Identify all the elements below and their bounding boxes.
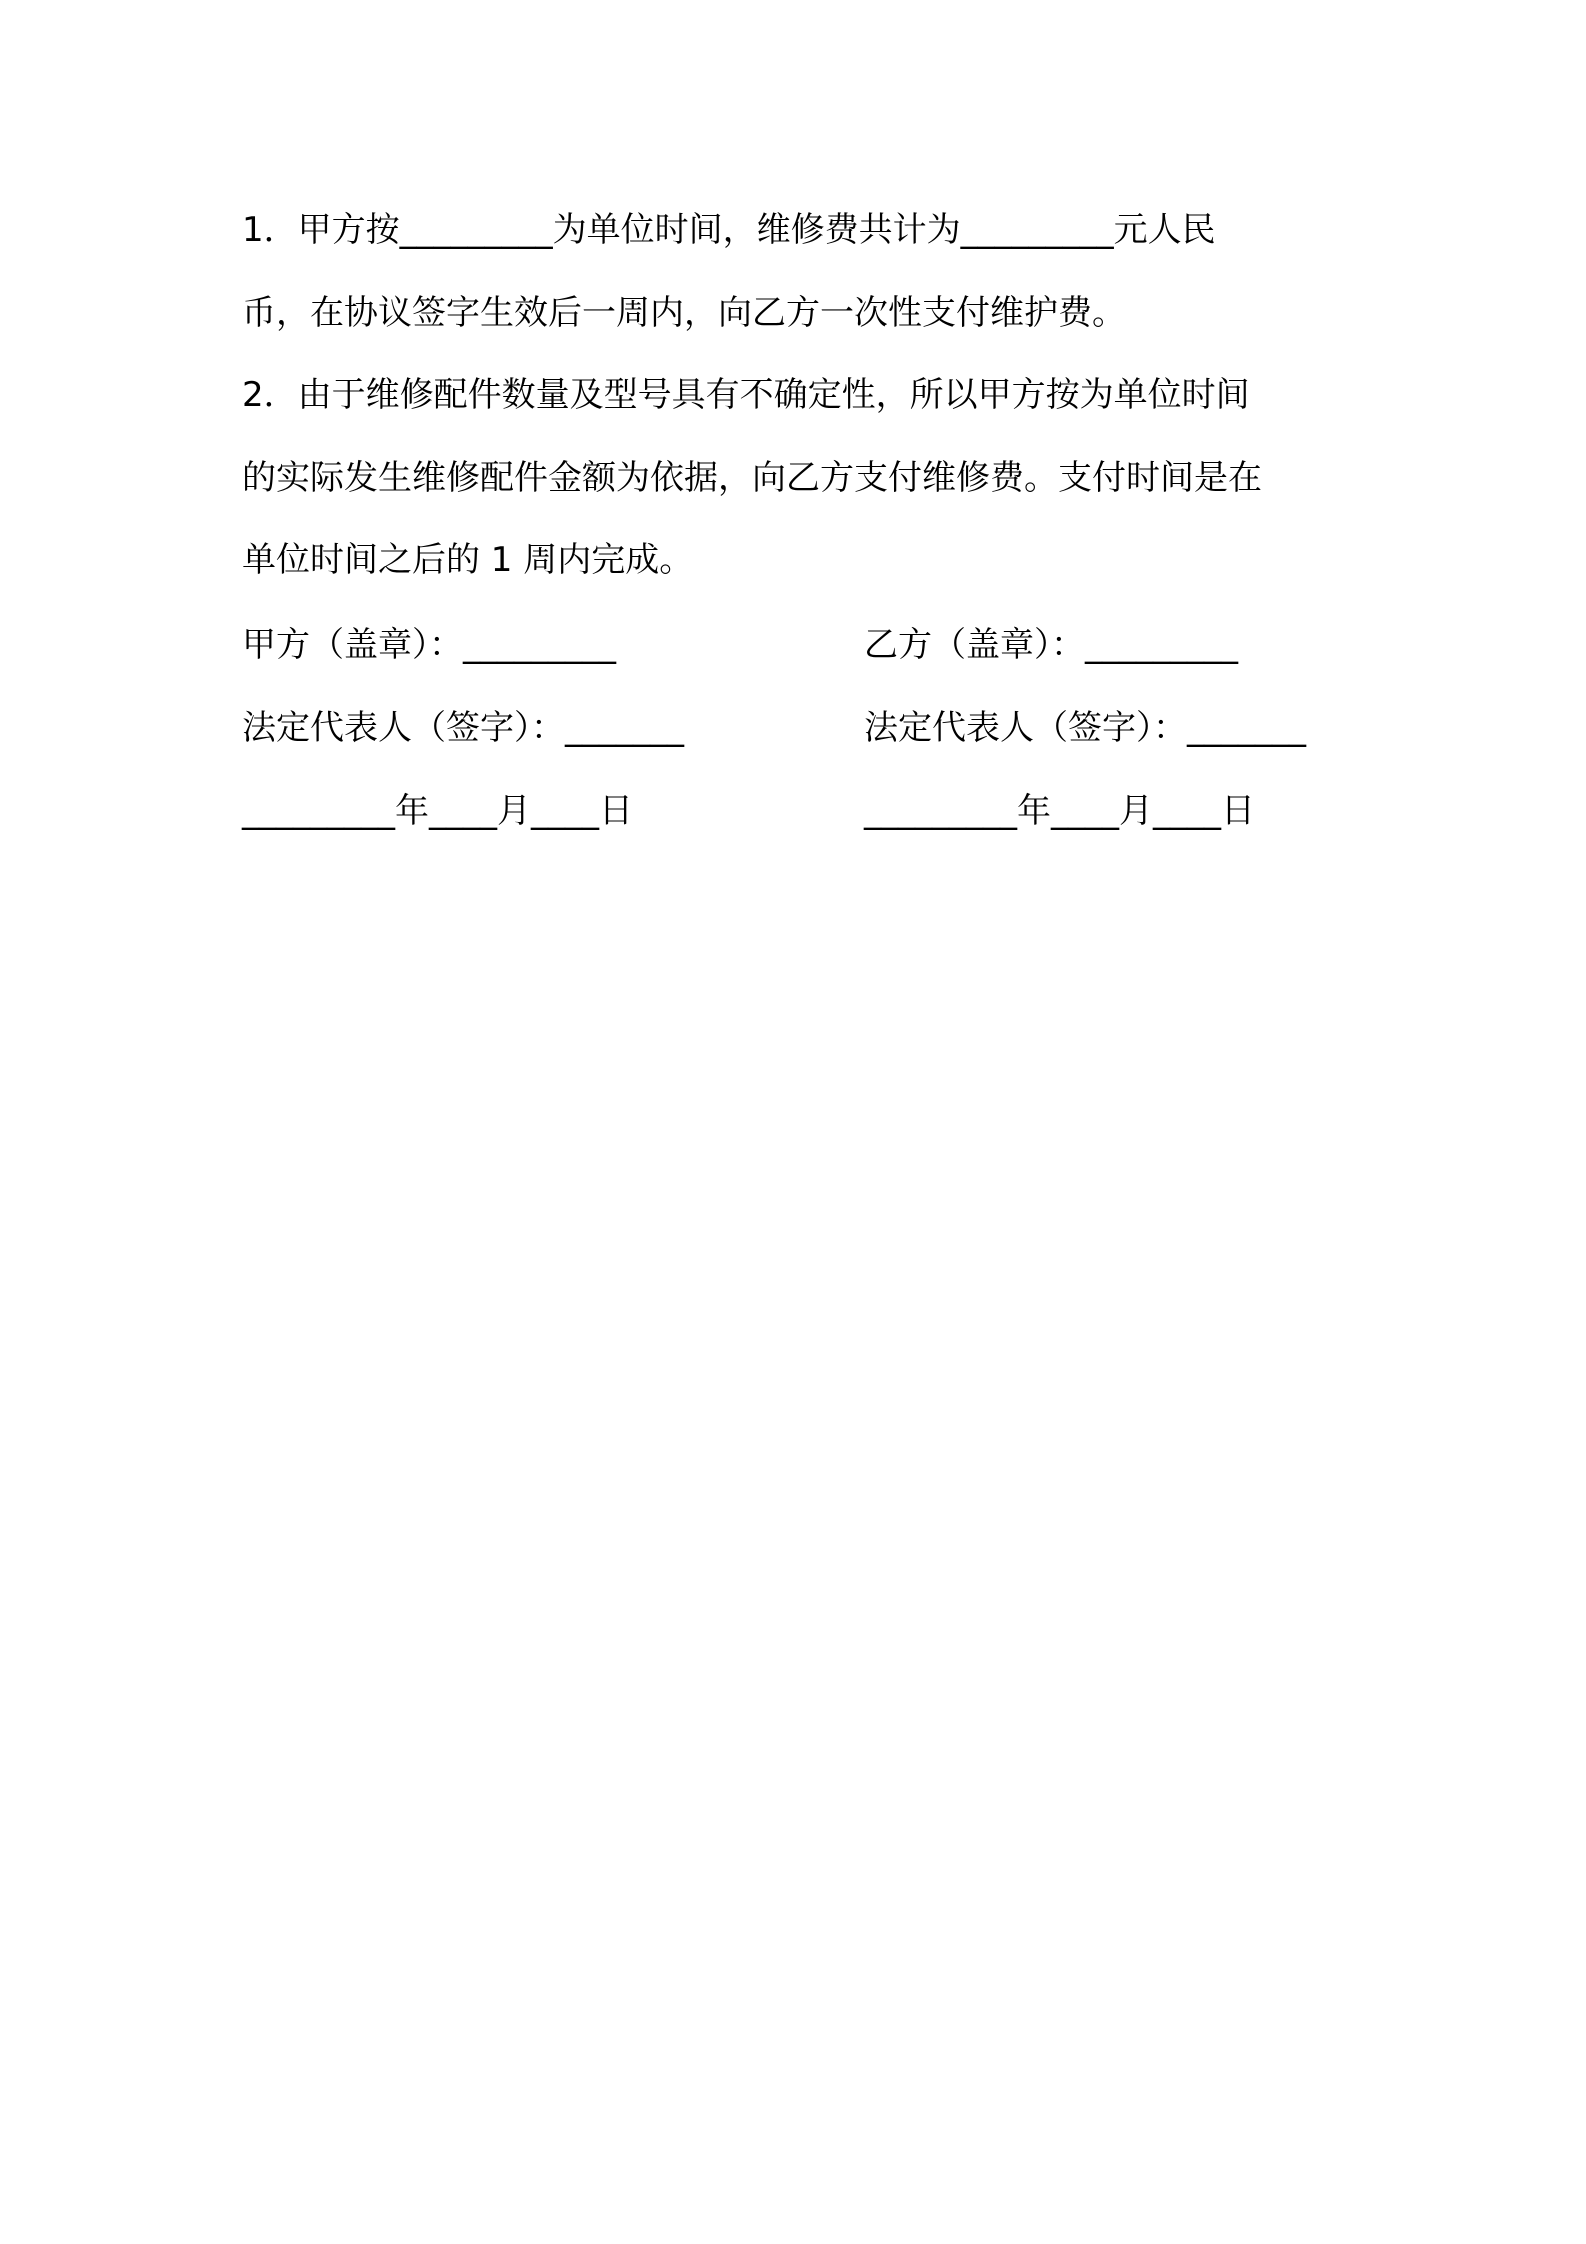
clause-1-line-2: 币，在协议签字生效后一周内，向乙方一次性支付维护费。: [242, 293, 1126, 333]
party-a-date: _________年____月____日: [242, 791, 633, 831]
clause-2-line-1: 2．由于维修配件数量及型号具有不确定性，所以甲方按为单位时间: [242, 375, 1250, 415]
party-a-seal: 甲方（盖章）：_________: [242, 625, 616, 665]
party-b-seal: 乙方（盖章）：_________: [864, 625, 1238, 665]
party-a-representative: 法定代表人（签字）：_______: [242, 708, 684, 748]
party-b-representative: 法定代表人（签字）：_______: [864, 708, 1306, 748]
clause-2-line-2: 的实际发生维修配件金额为依据，向乙方支付维修费。支付时间是在: [242, 458, 1262, 498]
clause-2-line-3: 单位时间之后的 1 周内完成。: [242, 540, 694, 580]
party-b-date: _________年____月____日: [864, 791, 1255, 831]
clause-1-line-1: 1．甲方按_________为单位时间，维修费共计为_________元人民: [242, 210, 1216, 250]
